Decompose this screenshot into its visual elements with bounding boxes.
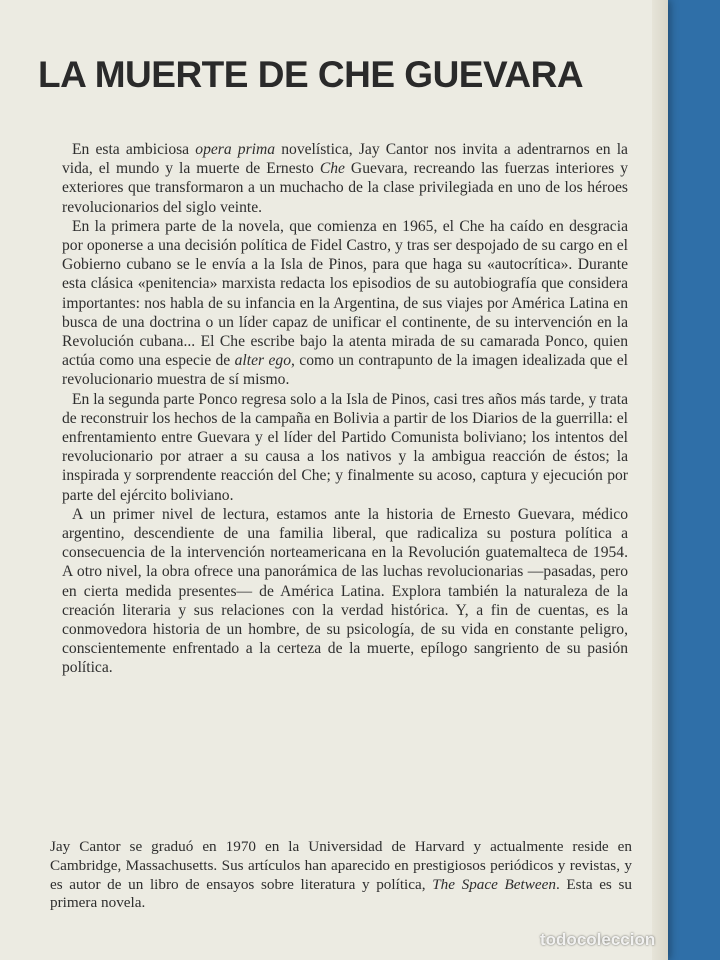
synopsis-paragraph-3: En la segunda parte Ponco regresa solo a la Isla de Pinos, casi tres años más tarde, y trata de reconstruir los hechos de la campaña en Bolivia a partir de los Diarios de la guerrilla: el enfrentamiento entre Guevara y el líder del Partido Comunista boliviano; los intentos del revolucionario por atraer a su causa a los nativos y la ambigua reacción de éstos; la inspirada y sorprendente reacción del Che; y finalmente su acoso, captura y ejecución por parte del ejército boliviano. (62, 390, 628, 504)
synopsis-paragraph-4: A un primer nivel de lectura, estamos ante la historia de Ernesto Guevara, médico argentino, descendiente de una familia liberal, que radicaliza su postura política a consecuencia de la intervención norteamericana en la Revolución guatemalteca de 1954. A otro nivel, la obra ofrece una panorámica de las luchas revolucionarias —pasadas, pero en cierta medida presentes— de América Latina. Explora también la naturaleza de la creación literaria y sus relaciones con la verdad histórica. Y, a fin de cuentas, es la conmovedora historia de un hombre, de su psicología, de su vida en constante peligro, conscientemente enfrentado a la certeza de la muerte, epílogo sangriento de su pasión política. (62, 505, 628, 677)
synopsis-paragraph-1: En esta ambiciosa opera prima novelística, Jay Cantor nos invita a adentrarnos en la vida, el mundo y la muerte de Ernesto Che Guevara, recreando las fuerzas interiores y exteriores que transformaron a un muchacho de la clase privilegiada en uno de los héroes revolucionarios del siglo veinte. (62, 141, 628, 216)
synopsis (62, 140, 628, 678)
book-title: LA MUERTE DE CHE GUEVARA (38, 54, 584, 95)
author-bio: Jay Cantor se graduó en 1970 en la Universidad de Harvard y actualmente reside en Cambridge, Massachusetts. Sus artículos han aparecido en prestigiosos periódicos y revistas, y es autor de un libro de ensayos sobre literatura y política, The Space Between. Esta es su primera novela. (50, 838, 632, 912)
site-watermark: todocoleccion (540, 930, 656, 949)
synopsis-paragraph-2: En la primera parte de la novela, que comienza en 1965, el Che ha caído en desgracia por oponerse a una decisión política de Fidel Castro, y tras ser despojado de su cargo en el Gobierno cubano se le envía a la Isla de Pinos, para que haga su «autocrítica». Durante esta clásica «penitencia» marxista redacta los episodios de su autobiografía que considera importantes: nos habla de su infancia en la Argentina, de sus viajes por América Latina en busca de una doctrina o un líder capaz de unificar el continente, de su intervención en la Revolución cubana... El Che escribe bajo la atenta mirada de su camarada Ponco, quien actúa como una especie de alter ego, como un contrapunto de la imagen idealizada que el revolucionario muestra de sí mismo. (62, 217, 628, 389)
page-edge (652, 0, 668, 960)
